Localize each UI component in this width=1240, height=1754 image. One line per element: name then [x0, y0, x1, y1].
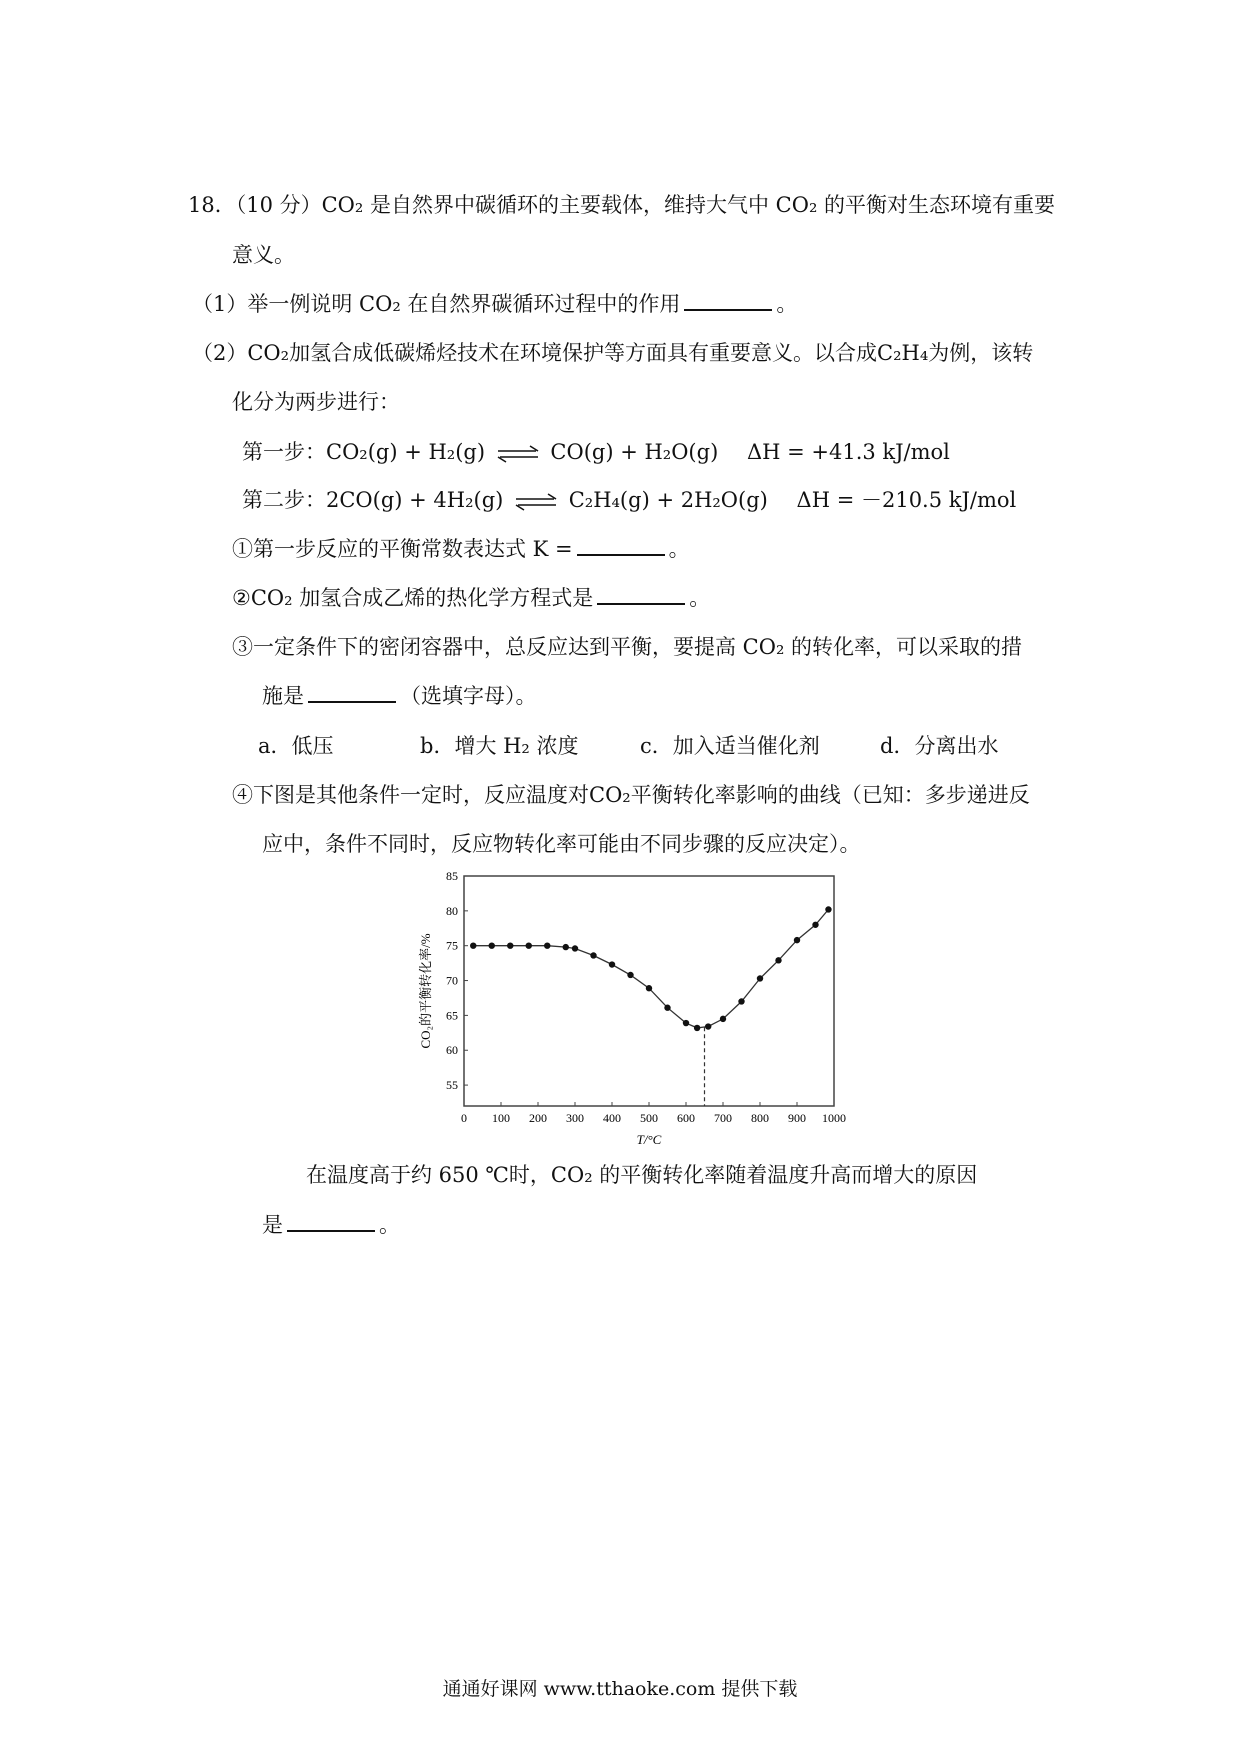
x-tick-label: 400: [603, 1111, 621, 1125]
x-tick-label: 1000: [822, 1111, 846, 1125]
data-point: [590, 952, 596, 958]
answer-blank-5[interactable]: [287, 1210, 375, 1232]
step1-products: CO(g) + H₂O(g): [550, 440, 719, 464]
y-axis-label: CO₂的平衡转化率/%: [418, 933, 433, 1049]
x-tick-label: 700: [714, 1111, 732, 1125]
x-tick-label: 300: [566, 1111, 584, 1125]
after-chart-line2: [262, 1210, 400, 1240]
option-a: a．低压: [258, 734, 334, 758]
option-c: c．加入适当催化剂: [640, 734, 820, 758]
data-point: [627, 972, 633, 978]
option-d: d．分离出水: [880, 734, 999, 758]
data-point: [544, 942, 550, 948]
step2-products: C₂H₄(g) + 2H₂O(g): [568, 488, 768, 512]
data-point: [705, 1023, 711, 1029]
y-tick-label: 70: [446, 973, 458, 988]
page-footer: 通通好课网 www.tthaoke.com 提供下载: [442, 1678, 798, 1700]
x-tick-label: 100: [492, 1111, 510, 1125]
data-point: [526, 942, 532, 948]
y-tick-label: 60: [446, 1043, 458, 1058]
sub-question-1: [232, 534, 690, 564]
data-point: [812, 922, 818, 928]
data-point: [572, 945, 578, 951]
x-axis-label: T/°C: [636, 1132, 662, 1146]
x-tick-label: 200: [529, 1111, 547, 1125]
sub3-text: 施是: [262, 684, 304, 708]
y-tick-label: 80: [446, 903, 458, 918]
step2-equation: [242, 485, 1016, 515]
x-tick-label: 800: [751, 1111, 769, 1125]
data-point: [738, 998, 744, 1004]
sub3-line1: ③一定条件下的密闭容器中，总反应达到平衡，要提高 CO₂ 的转化率，可以采取的措: [232, 635, 1023, 659]
conversion-curve: [473, 910, 828, 1028]
sub4-line1: ④下图是其他条件一定时，反应温度对CO₂平衡转化率影响的曲线（已知：多步递进反: [232, 783, 1030, 807]
sub1-text: ①第一步反应的平衡常数表达式 K =: [232, 537, 573, 561]
data-point: [489, 942, 495, 948]
answer-blank-3[interactable]: [597, 583, 685, 605]
data-point: [757, 975, 763, 981]
x-tick-label: 600: [677, 1111, 695, 1125]
after-chart-text: 是: [262, 1213, 283, 1237]
sub-question-2: [232, 583, 710, 613]
data-point: [470, 942, 476, 948]
part2-line1: （2）CO₂加氢合成低碳烯烃技术在环境保护等方面具有重要意义。以合成C₂H₄为例，该转: [192, 341, 1034, 365]
option-b: b．增大 H₂ 浓度: [420, 734, 579, 758]
data-point: [775, 957, 781, 963]
step2-enthalpy: ΔH = －210.5 kJ/mol: [796, 488, 1017, 512]
sub3-end: （选填字母）。: [400, 684, 537, 708]
y-tick-label: 55: [446, 1078, 458, 1093]
equilibrium-arrow-icon: [496, 445, 540, 463]
after-chart-end: 。: [379, 1213, 400, 1237]
q18-line2: 意义。: [232, 243, 295, 267]
data-point: [563, 944, 569, 950]
data-point: [694, 1025, 700, 1031]
step1-enthalpy: ΔH = +41.3 kJ/mol: [746, 440, 950, 464]
sub2-end: 。: [689, 586, 711, 610]
step1-label: 第一步：: [242, 440, 326, 464]
part1-text: （1）举一例说明 CO₂ 在自然界碳循环过程中的作用: [192, 292, 681, 316]
data-point: [683, 1020, 689, 1026]
data-point: [825, 906, 831, 912]
data-point: [609, 961, 615, 967]
x-tick-label: 500: [640, 1111, 658, 1125]
sub1-end: 。: [668, 537, 690, 561]
part1-end: 。: [776, 292, 798, 316]
data-point: [794, 937, 800, 943]
answer-blank-1[interactable]: [684, 289, 772, 311]
step2-label: 第二步：: [242, 488, 326, 512]
step1-equation: [242, 437, 950, 467]
step1-reactants: CO₂(g) + H₂(g): [326, 440, 486, 464]
y-tick-label: 85: [446, 869, 458, 883]
step2-reactants: 2CO(g) + 4H₂(g): [326, 488, 504, 512]
after-chart-line1: 在温度高于约 650 ℃时，CO₂ 的平衡转化率随着温度升高而增大的原因: [306, 1163, 978, 1187]
y-tick-label: 75: [446, 938, 458, 953]
sub4-line2: 应中，条件不同时，反应物转化率可能由不同步骤的反应决定）。: [262, 832, 861, 856]
part2-line2: 化分为两步进行：: [232, 390, 400, 414]
q18-line1: 18．（10 分）CO₂ 是自然界中碳循环的主要载体，维持大气中 CO₂ 的平衡对生态环境有重要: [188, 193, 1056, 217]
data-point: [720, 1016, 726, 1022]
data-point: [664, 1005, 670, 1011]
y-tick-label: 65: [446, 1008, 458, 1023]
x-tick-label: 900: [788, 1111, 806, 1125]
equilibrium-arrow-icon: [514, 493, 558, 511]
data-point: [507, 942, 513, 948]
sub3-line2: [262, 681, 537, 711]
answer-blank-4[interactable]: [308, 681, 396, 703]
x-tick-label: 0: [461, 1111, 467, 1125]
sub2-text: ②CO₂ 加氢合成乙烯的热化学方程式是: [232, 586, 594, 610]
data-point: [646, 985, 652, 991]
answer-blank-2[interactable]: [577, 534, 665, 556]
co2-conversion-chart: [418, 866, 850, 1146]
part1: [192, 289, 797, 319]
